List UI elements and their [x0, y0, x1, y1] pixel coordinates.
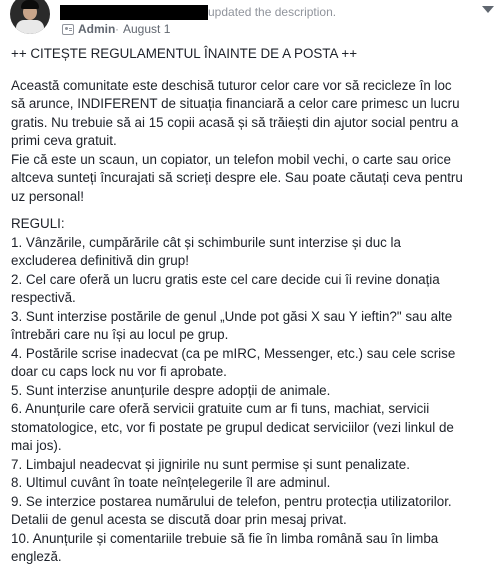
post-intro [11, 77, 495, 207]
rule-line: respectivă. [11, 290, 76, 305]
separator-dot: · [115, 22, 119, 36]
author-role[interactable]: Admin [78, 22, 116, 36]
rule-line: 9. Se interzice postarea numărului de telefon, pentru protecția utilizatorilor. [11, 493, 452, 509]
post-action-text: updated the description. [208, 5, 337, 19]
post-title: ++ CITEȘTE REGULAMENTUL ÎNAINTE DE A POSTA ++ [11, 46, 358, 61]
rule-line: Detalii de genul acesta se discută doar prin mesaj privat. [11, 512, 347, 527]
post-header [0, 0, 501, 40]
intro-line: uz personal! [11, 188, 84, 204]
rule-line: excluderea definitivă din grup! [11, 253, 189, 268]
rule-line: 3. Sunt interzise postările de genul „Unde pot găsi X sau Y ieftin?" sau alte [11, 308, 453, 324]
intro-line: gratis. Nu trebuie să ai 15 copii acasă și să trăiești din ajutor social pentru a [11, 114, 459, 130]
rule-line: stomatologice, etc, vor fi postate pe grupul dedicat serviciilor (vezi linkul de [11, 419, 454, 435]
rules-list [11, 215, 495, 567]
chevron-down-icon[interactable] [481, 5, 493, 17]
admin-badge-icon [62, 24, 74, 35]
rule-line: 8. Ultimul cuvânt în toate neînțelegerile îl are adminul. [11, 475, 331, 490]
rule-line: 7. Limbajul neadecvat și jignirile nu sunt permise și sunt penalizate. [11, 456, 410, 472]
rule-line: doar cu caps lock nu vor fi aprobate. [11, 364, 227, 379]
rule-line: 4. Postările scrise inadecvat (ca pe mIRC, Messenger, etc.) sau cele scrise [11, 345, 456, 361]
admin-avatar[interactable] [10, 0, 50, 34]
post-date[interactable]: August 1 [123, 22, 171, 36]
rule-line: mai jos). [11, 438, 62, 453]
intro-line: Această comunitate este deschisă tuturor celor care vor să recicleze în loc [11, 77, 452, 93]
rule-line: 10. Anunțurile și comentariile trebuie să fie în limba română sau în limba [11, 530, 439, 546]
rule-line: engleză. [11, 549, 62, 564]
rule-line: 1. Vânzările, cumpărările cât și schimburile sunt interzise și duc la [11, 234, 401, 250]
intro-line: altceva sunteți încurajati să scrieți despre ele. Sau poate căutați ceva pentru [11, 170, 463, 185]
redacted-author-name [60, 5, 208, 20]
avatar-hair [21, 0, 39, 9]
intro-line: să arunce, INDIFERENT de situația financiară a celor care primesc un lucru [11, 96, 460, 111]
rule-line: 2. Cel care oferă un lucru gratis este cel care decide cui îi revine donația [11, 271, 440, 287]
rules-heading: REGULI: [11, 216, 65, 231]
intro-line: Fie că este un scaun, un copiator, un telefon mobil vechi, o carte sau orice [11, 151, 451, 167]
avatar-shirt [16, 20, 44, 34]
rule-line: întrebări care nu își au locul pe grup. [11, 327, 229, 342]
rule-line: 6. Anunțurile care oferă servicii gratuite cum ar fi tuns, machiat, servicii [11, 401, 430, 416]
intro-line: primi ceva gratuit. [11, 133, 117, 148]
rule-line: 5. Sunt interzise anunțurile despre adopții de animale. [11, 382, 331, 398]
post-body [11, 45, 495, 567]
